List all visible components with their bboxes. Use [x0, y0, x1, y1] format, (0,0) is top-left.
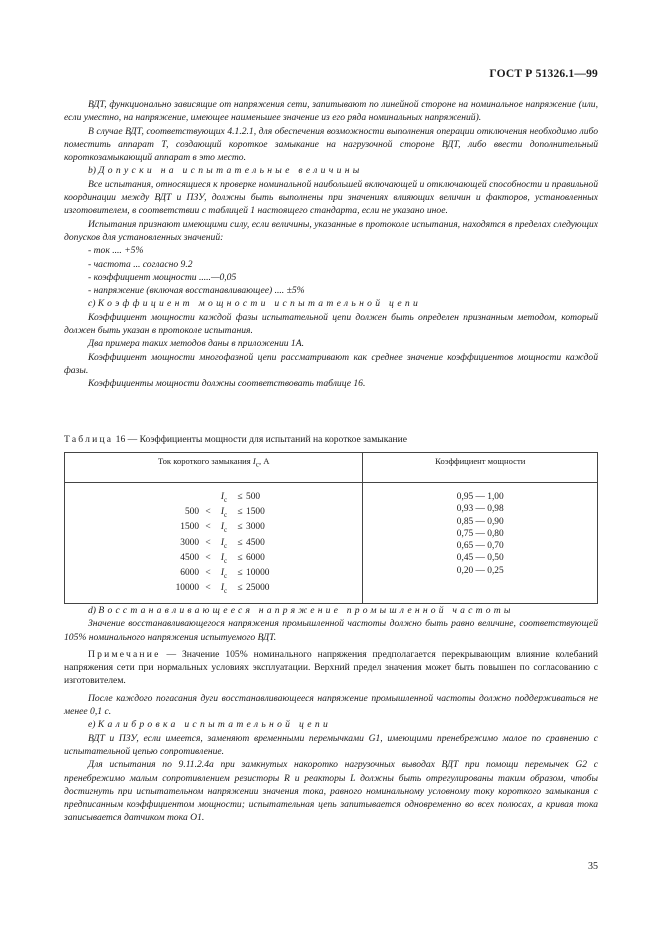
- paragraph: ВДТ и ПЗУ, если имеется, заменяют временными перемычками G1, имеющими пренебрежимо малое по сравнению с испытательной цепью сопротивление.: [64, 732, 598, 757]
- table-number: 16: [115, 434, 126, 445]
- section-c-heading: [64, 297, 598, 310]
- document-code: ГОСТ Р 51326.1—99: [489, 68, 598, 80]
- current-subscript: c: [224, 556, 228, 565]
- power-factor-value: 0,93 — 0,98: [456, 504, 504, 515]
- table-caption-text: — Коэффициенты мощности для испытаний на короткое замыкание: [125, 434, 408, 445]
- current-ranges-cell: [65, 483, 363, 604]
- power-factor-value: 0,85 — 0,90: [456, 516, 504, 527]
- range-operator: <: [205, 583, 211, 594]
- range-upper-bound: 1500: [246, 507, 265, 518]
- range-upper-bound: 4500: [246, 537, 265, 548]
- current-variable: I: [220, 492, 224, 502]
- current-symbol: [214, 537, 234, 552]
- section-letter: с): [88, 298, 96, 310]
- paragraph: ВДТ, функционально зависящие от напряжения сети, запитывают по линейной стороне на номинальное напряжение (или, если уместно, на напряжение, имеющее наименьшее значение из его ряда номинальных напряжений).: [64, 99, 598, 124]
- power-factor-list: [364, 491, 596, 577]
- section-letter: b): [88, 165, 96, 177]
- current-variable: I: [220, 537, 224, 548]
- range-operator: <: [205, 522, 211, 533]
- power-factor-value: 0,65 — 0,70: [456, 541, 504, 552]
- note-label: Примечание: [88, 648, 161, 660]
- range-operator: <: [205, 507, 211, 518]
- current-symbol: [214, 521, 234, 536]
- paragraph: После каждого погасания дуги восстанавливающееся напряжение промышленной частоты должно поддерживаться не менее 0,1 с.: [64, 692, 598, 718]
- current-subscript: c: [224, 586, 228, 595]
- paragraph: В случае ВДТ, соответствующих 4.1.2.1, для обеспечения возможности выполнения операции отключения необходимо либо поместить аппарат Т, создающий короткое замыкание на нагрузочной стороне ВДТ, либо ввести дополнительный короткозамыкающий аппарат в это место.: [64, 125, 598, 164]
- current-subscript: c: [224, 526, 228, 535]
- section-title: Восстанавливающееся напряжение промышленной частоты: [98, 605, 514, 616]
- current-symbol: [214, 506, 234, 521]
- range-lower-bound: 10000: [175, 583, 199, 594]
- current-variable: I: [220, 507, 224, 518]
- power-factor-cell: [363, 483, 598, 604]
- table-header-row: [65, 453, 598, 483]
- section-title: Коэффициент мощности испытательной цепи: [97, 298, 422, 310]
- upper-text-block: [64, 98, 598, 391]
- paragraph: Для испытания по 9.11.2.4а при замкнутых накоротко нагрузочных выводах ВДТ при помощи перемычек G2 с пренебрежимо малым сопротивлением резисторы R и реакторы L должны быть отрегулированы таким образом, чтобы достигнуть при испытательном напряжении значения тока, равного номинальному условному току короткого замыкания с предписанным коэффициентом мощности; испытательная цепь запитывается одновременно во всех полюсах, а кривая тока записывается датчиком тока О1.: [64, 759, 598, 824]
- current-variable: I: [220, 583, 224, 594]
- power-factor-table: [64, 452, 598, 604]
- range-operator: ≤: [237, 492, 243, 502]
- page-number: 35: [588, 861, 598, 872]
- power-factor-value: 0,20 — 0,25: [456, 565, 504, 576]
- section-letter: е): [88, 719, 96, 731]
- range-upper-bound: 3000: [246, 522, 265, 533]
- note-text: — Значение 105% номинального напряжения предполагается перекрывающим влияние колебаний напряжения сети при нормальных условиях эксплуатации. Верхний предел значения может быть повышен по согласованию с изготовителем.: [64, 648, 598, 687]
- current-symbol: [214, 491, 234, 506]
- range-upper-bound: 6000: [246, 552, 265, 563]
- section-e-heading: [64, 718, 598, 731]
- list-item: - коэффициент мощности .....—0,05: [88, 271, 237, 283]
- range-lower-bound: 6000: [180, 567, 199, 578]
- table-caption: [64, 434, 604, 445]
- range-upper-bound: 500: [246, 492, 261, 502]
- note: [64, 648, 598, 688]
- paragraph: Коэффициент мощности многофазной цепи рассматривают как среднее значение коэффициентов мощности каждой фазы.: [64, 351, 598, 376]
- list-item: - ток .... +5%: [88, 245, 144, 257]
- current-subscript: c: [224, 571, 228, 580]
- current-range-list: [144, 491, 361, 597]
- range-operator: [202, 491, 214, 506]
- paragraph: Два примера таких методов даны в приложении 1А.: [88, 338, 304, 350]
- power-factor-value: 0,95 — 1,00: [456, 492, 504, 502]
- range-operator: ≤: [237, 522, 243, 533]
- list-item: - напряжение (включая восстанавливающее) .... ±5%: [88, 285, 305, 297]
- current-subscript: c: [224, 511, 228, 520]
- current-variable: I: [220, 522, 224, 533]
- col-header-power-factor: Коэффициент мощности: [363, 453, 598, 483]
- range-operator: ≤: [237, 507, 243, 518]
- range-lower-bound: 4500: [180, 552, 199, 563]
- section-title: Калибровка испытательной цепи: [97, 719, 332, 731]
- lower-text-block: [64, 604, 598, 825]
- current-subscript: c: [224, 541, 228, 550]
- range-lower-bound: 500: [184, 507, 199, 518]
- section-d-heading: [64, 604, 598, 617]
- col-header-current: Ток короткого замыкания $I_c$, А: [65, 453, 363, 483]
- range-operator: ≤: [237, 552, 243, 563]
- paragraph: Коэффициенты мощности должны соответствовать таблице 16.: [88, 378, 366, 390]
- current-subscript: c: [224, 495, 228, 504]
- section-title: Допуски на испытательные величины: [98, 165, 363, 177]
- paragraph: Коэффициент мощности каждой фазы испытательной цепи должен быть определен признанным методом, который должен быть указан в протоколе испытания.: [64, 311, 598, 337]
- table-body-row: [65, 483, 598, 604]
- power-factor-value: 0,45 — 0,50: [456, 553, 504, 564]
- range-operator: ≤: [237, 583, 243, 594]
- current-symbol: [214, 552, 234, 567]
- current-symbol: [214, 582, 234, 597]
- list-item: - частота ... согласно 9.2: [88, 258, 193, 270]
- section-letter: d): [88, 605, 96, 616]
- paragraph: Все испытания, относящиеся к проверке номинальной наибольшей включающей и отключающей способности и правильной координации между ВДТ и ПЗУ, должны быть выполнены при значениях влияющих величин и факторов, установленных изготовителем, в соответствии с таблицей 1 настоящего стандарта, если не указано иное.: [64, 178, 598, 217]
- section-b-heading: [64, 164, 598, 177]
- range-upper-bound: 25000: [246, 583, 270, 594]
- current-variable: I: [220, 567, 224, 578]
- range-operator: <: [205, 552, 211, 563]
- range-operator: <: [205, 537, 211, 548]
- current-symbol: [214, 567, 234, 582]
- range-upper-bound: 10000: [246, 567, 270, 578]
- range-lower-bound: [144, 491, 202, 506]
- range-lower-bound: 3000: [180, 537, 199, 548]
- paragraph: Испытания признают имеющими силу, если величины, указанные в протоколе испытания, находятся в пределах следующих допусков для установленных значений:: [64, 218, 598, 243]
- current-variable: I: [220, 552, 224, 563]
- range-operator: ≤: [237, 537, 243, 548]
- range-lower-bound: 1500: [180, 522, 199, 533]
- range-operator: <: [205, 567, 211, 578]
- table-label: Таблица: [64, 434, 114, 445]
- paragraph: Значение восстанавливающегося напряжения промышленной частоты должно быть равно величине, соответствующей 105% номинального напряжения испытуемого ВДТ.: [64, 618, 598, 643]
- range-operator: ≤: [237, 567, 243, 578]
- power-factor-value: 0,75 — 0,80: [456, 528, 504, 539]
